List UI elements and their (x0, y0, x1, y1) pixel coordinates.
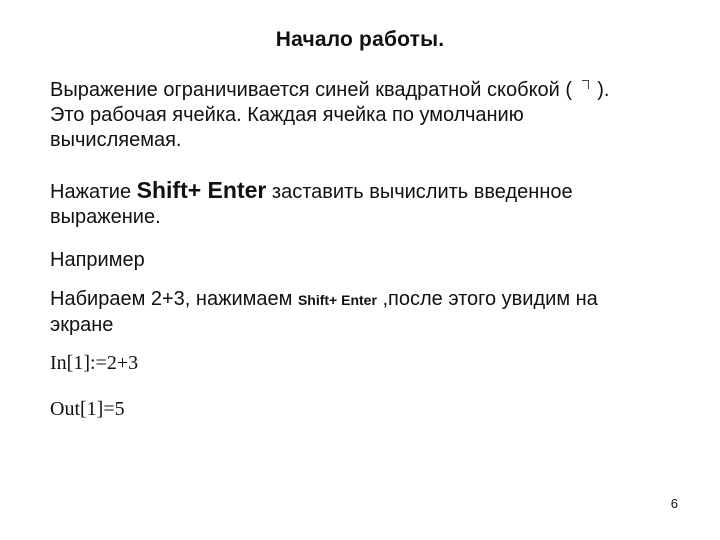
text-lead: Нажатие (50, 181, 137, 203)
text-line-2: выражение. (50, 206, 161, 228)
text-line-2: экране (50, 314, 114, 336)
text-line-3: вычисляемая. (50, 129, 182, 151)
text-rest: ,после этого увидим на (376, 288, 598, 310)
bracket-icon (578, 80, 592, 94)
paragraph-bracket-description (50, 78, 690, 153)
code-input-line: In[1]:=2+3 (50, 352, 139, 374)
paragraph-shift-enter (50, 178, 690, 230)
page-number: 6 (670, 496, 678, 511)
code-output-line: Out[1]=5 (50, 398, 125, 420)
slide-title: Начало работы. (275, 28, 445, 51)
text-line-2: Это рабочая ячейка. Каждая ячейка по умолчанию (50, 104, 524, 126)
key-combo-shift-enter: Shift+ Enter (136, 177, 267, 203)
text-rest: заставить вычислить введенное (266, 181, 573, 203)
text-after-bracket: ). (597, 79, 610, 101)
text-lead: Набираем 2+3, нажимаем (50, 288, 298, 310)
text-before-bracket: Выражение ограничивается синей квадратной скобкой ( (50, 79, 573, 101)
paragraph-example: Например (50, 249, 145, 271)
paragraph-typing (50, 287, 690, 338)
key-combo-shift-enter: Shift+ Enter (297, 292, 377, 308)
